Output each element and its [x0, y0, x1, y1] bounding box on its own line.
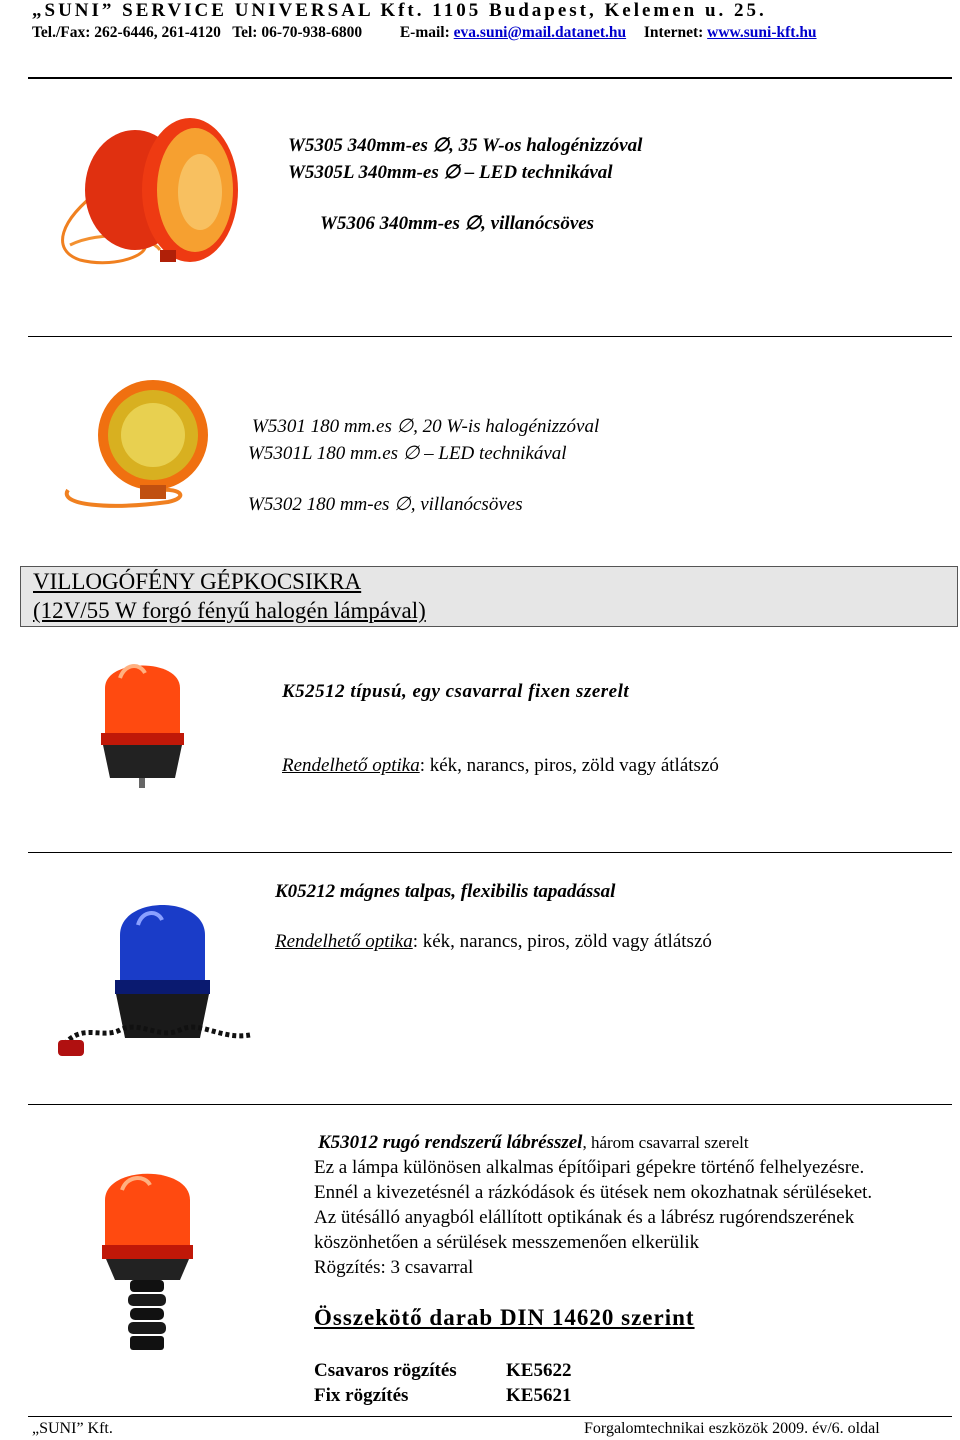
blue-beacon-magnetic-image — [50, 890, 260, 1070]
w5301-line: W5301 180 mm.es ∅, 20 W-is halogénizzóval — [252, 416, 600, 437]
k05212-title: K05212 mágnes talpas, flexibilis tapadással — [275, 881, 616, 902]
orange-beacon-image — [95, 648, 190, 790]
k52512-optics — [282, 755, 719, 777]
section-divider-2 — [28, 852, 952, 853]
k52512-title: K52512 típusú, egy csavarral fixen szerelt — [282, 681, 630, 702]
connector-heading: Összekötő darab DIN 14620 szerint — [314, 1305, 695, 1330]
section-divider-1 — [28, 336, 952, 337]
w5305l-line: W5305L 340mm-es ∅ – LED technikával — [288, 162, 613, 183]
header-divider — [28, 77, 952, 79]
banner-title: VILLOGÓFÉNY GÉPKOCSIKRA — [33, 569, 362, 594]
section-divider-3 — [28, 1104, 952, 1105]
phone-text: Tel./Fax: 262-6446, 261-4120 Tel: 06-70-938-6800 — [32, 24, 363, 41]
k53012-desc-1: Ez a lámpa különösen alkalmas építőipari gépekre történő felhelyezésre. — [314, 1157, 865, 1178]
k53012-desc-3: Az ütésálló anyagból elállított optikának és a lábrész rugórendszerének — [314, 1207, 855, 1228]
k53012-desc-5: Rögzítés: 3 csavarral — [314, 1257, 474, 1278]
connector-row-1-code: KE5622 — [506, 1360, 572, 1381]
connector-row-2-label: Fix rögzítés — [314, 1385, 409, 1406]
searchlight-340-image — [40, 100, 270, 290]
k53012-desc-2: Ennél a kivezetésnél a rázkódások és ütések nem okozhatnak sérüléseket. — [314, 1182, 873, 1203]
contact-line — [32, 24, 817, 42]
email-label: E-mail: — [399, 24, 450, 41]
optics-label: Rendelhető optika — [282, 755, 420, 776]
category-banner — [20, 566, 958, 627]
spring-base-beacon-image — [100, 1160, 195, 1360]
round-lamp-180-image — [48, 380, 218, 520]
optics-label: Rendelhető optika — [275, 931, 413, 952]
company-header: „SUNI” SERVICE UNIVERSAL Kft. 1105 Budapest, Kelemen u. 25. — [32, 0, 767, 21]
banner-subtitle: (12V/55 W forgó fényű halogén lámpával) — [33, 598, 426, 623]
website-link[interactable]: www.suni-kft.hu — [707, 24, 817, 41]
optics-value: : kék, narancs, piros, zöld vagy átlátszó — [412, 931, 712, 952]
footer-company: „SUNI” Kft. — [32, 1420, 113, 1437]
k53012-title: K53012 rugó rendszerű lábrésszel — [318, 1132, 583, 1153]
k53012-title-line — [318, 1132, 749, 1154]
k53012-desc-4: köszönhetően a sérülések messzemenően elkerülik — [314, 1232, 700, 1253]
email-link[interactable]: eva.suni@mail.datanet.hu — [453, 24, 627, 41]
w5306-line: W5306 340mm-es ∅, villanócsöves — [320, 213, 595, 234]
connector-row-2-code: KE5621 — [506, 1385, 572, 1406]
connector-row-1-label: Csavaros rögzítés — [314, 1360, 457, 1381]
footer-page-info: Forgalomtechnikai eszközök 2009. év/6. oldal — [584, 1420, 880, 1437]
optics-value: : kék, narancs, piros, zöld vagy átlátszó — [419, 755, 719, 776]
internet-label: Internet: — [643, 24, 704, 41]
w5301l-line: W5301L 180 mm.es ∅ – LED technikával — [248, 443, 567, 464]
w5302-line: W5302 180 mm-es ∅, villanócsöves — [248, 494, 523, 515]
footer-divider — [28, 1416, 952, 1417]
k05212-optics — [275, 931, 712, 953]
w5305-line: W5305 340mm-es ∅, 35 W-os halogénizzóval — [288, 135, 643, 156]
k53012-suffix: , három csavarral szerelt — [582, 1133, 749, 1152]
